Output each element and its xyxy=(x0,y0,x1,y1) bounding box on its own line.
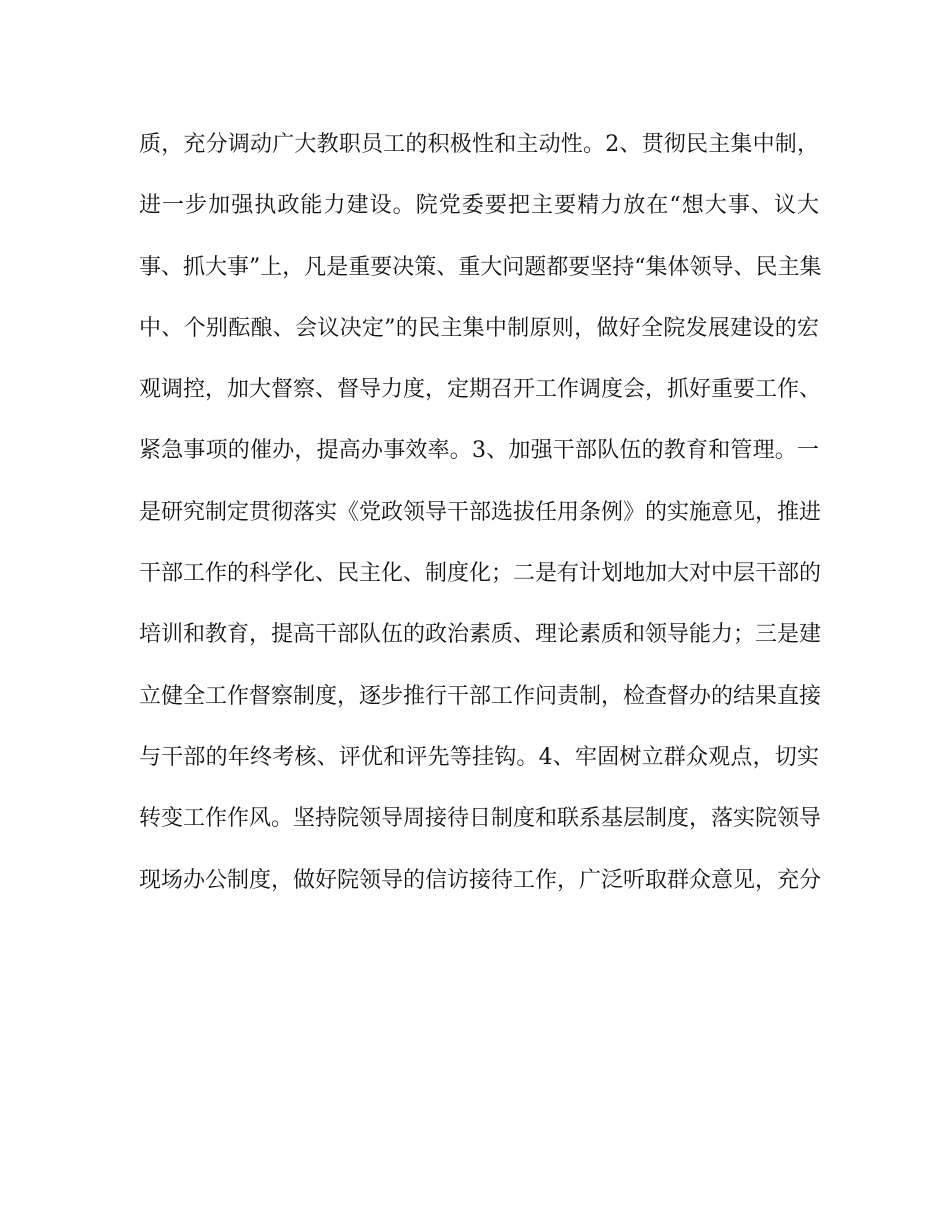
text-line: 观调控，加大督察、督导力度，定期召开工作调度会，抓好重要工作、 xyxy=(139,377,822,403)
text-line: 是研究制定贯彻落实《党政领导干部选拔任用条例》的实施意见，推进 xyxy=(139,499,822,525)
text-line: 进一步加强执政能力建设。院党委要把主要精力放在“想大事、议大 xyxy=(139,193,819,219)
body-text xyxy=(139,130,822,927)
text-line: 干部工作的科学化、民主化、制度化；二是有计划地加大对中层干部的 xyxy=(139,561,822,587)
text-line: 与干部的年终考核、评优和评先等挂钩。4、牢固树立群众观点，切实 xyxy=(139,744,819,770)
text-line: 立健全工作督察制度，逐步推行干部工作问责制，检查督办的结果直接 xyxy=(139,683,822,709)
text-line: 转变工作作风。坚持院领导周接待日制度和联系基层制度，落实院领导 xyxy=(139,806,822,832)
text-line: 事、抓大事”上，凡是重要决策、重大问题都要坚持“集体领导、民主集 xyxy=(139,254,822,280)
text-line: 紧急事项的催办，提高办事效率。3、加强干部队伍的教育和管理。一 xyxy=(139,438,819,464)
text-line: 培训和教育，提高干部队伍的政治素质、理论素质和领导能力；三是建 xyxy=(139,622,822,648)
text-line: 现场办公制度，做好院领导的信访接待工作，广泛听取群众意见，充分 xyxy=(139,867,822,893)
text-line: 中、个别酝酿、会议决定”的民主集中制原则，做好全院发展建设的宏 xyxy=(139,315,819,341)
text-line: 质，充分调动广大教职员工的积极性和主动性。2、贯彻民主集中制， xyxy=(139,132,819,157)
